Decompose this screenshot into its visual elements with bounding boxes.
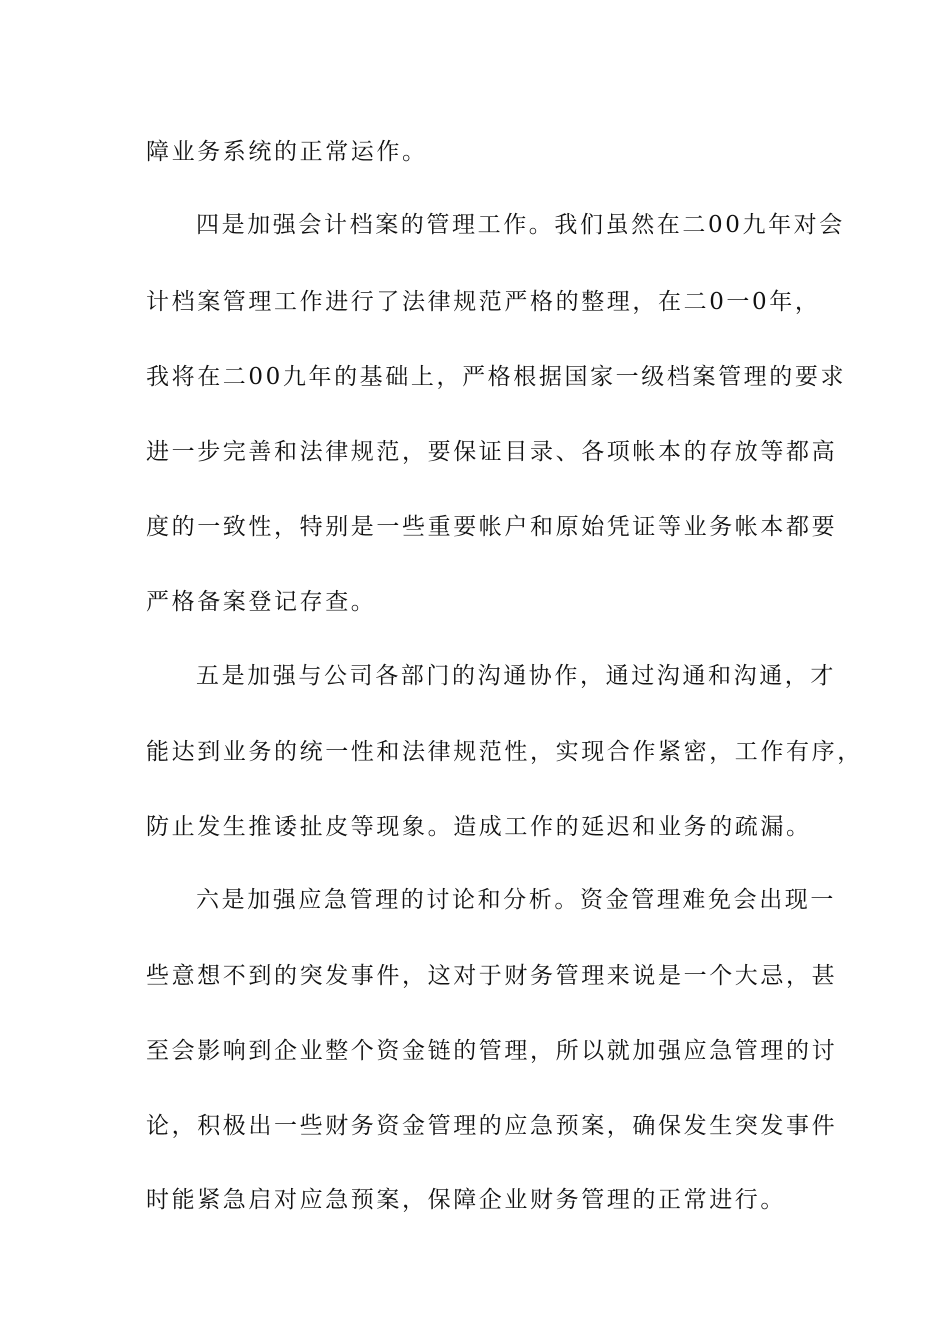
text-line: 些意想不到的突发事件，这对于财务管理来说是一个大忌，甚 (146, 963, 838, 989)
text-line: 障业务系统的正常运作。 (146, 139, 428, 165)
text-line: 时能紧急启对应急预案，保障企业财务管理的正常进行。 (146, 1187, 786, 1213)
text-line: 能达到业务的统一性和法律规范性，实现合作紧密，工作有序， (146, 739, 863, 765)
text-line: 论，积极出一些财务资金管理的应急预案，确保发生突发事件 (146, 1113, 838, 1139)
paragraph-start: 四是加强会计档案的管理工作。我们虽然在二00九年对会 (196, 212, 845, 238)
text-line: 我将在二00九年的基础上，严格根据国家一级档案管理的要求 (146, 364, 847, 390)
text-line: 进一步完善和法律规范，要保证目录、各项帐本的存放等都高 (146, 439, 838, 465)
text-line: 防止发生推诿扯皮等现象。造成工作的延迟和业务的疏漏。 (146, 814, 812, 840)
text-line: 严格备案登记存查。 (146, 589, 377, 615)
paragraph-start: 六是加强应急管理的讨论和分析。资金管理难免会出现一 (196, 887, 836, 913)
text-line: 计档案管理工作进行了法律规范严格的整理，在二0一0年， (146, 289, 821, 315)
text-line: 度的一致性，特别是一些重要帐户和原始凭证等业务帐本都要 (146, 514, 838, 540)
paragraph-start: 五是加强与公司各部门的沟通协作，通过沟通和沟通，才 (196, 663, 836, 689)
text-line: 至会影响到企业整个资金链的管理，所以就加强应急管理的讨 (146, 1038, 838, 1064)
